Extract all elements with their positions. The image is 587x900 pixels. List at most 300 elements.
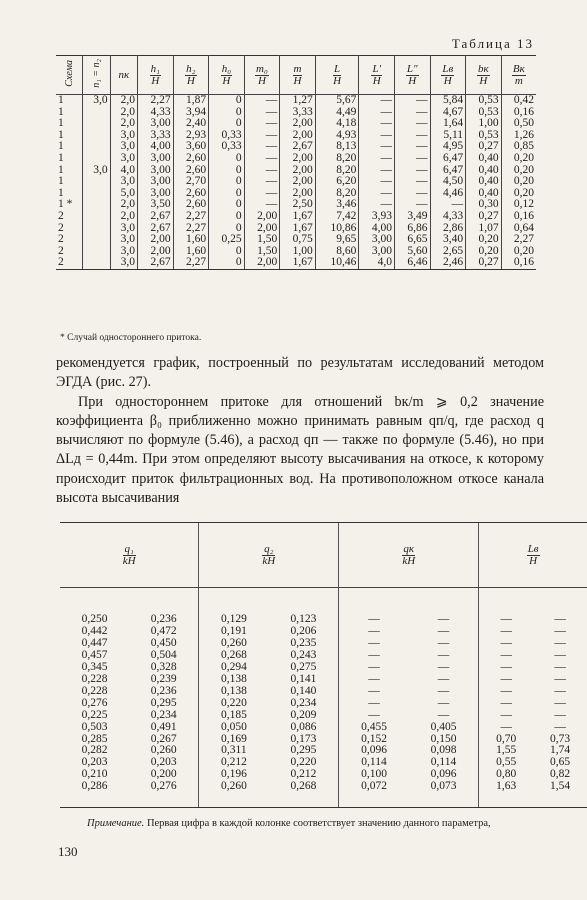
col-header: [430, 56, 466, 95]
table-cell: —: [359, 188, 395, 200]
table-cell: [83, 141, 110, 153]
table-cell: 3,33: [138, 130, 174, 142]
table-cell-group: [339, 781, 479, 807]
table-cell: 0,75: [280, 234, 316, 246]
table-cell: —: [244, 153, 280, 165]
table-cell: —: [394, 199, 430, 211]
fraction-numerator: q₁: [124, 542, 134, 555]
table-row: [56, 176, 536, 188]
table-cell: 7,42: [315, 211, 359, 223]
table-cell: 0,53: [466, 107, 502, 119]
table-cell: 3,40: [430, 234, 466, 246]
table-cell-group: [339, 722, 479, 734]
cell-pair: [199, 698, 338, 710]
col-header: [394, 56, 430, 95]
table-cell-group: [199, 650, 339, 662]
table-cell: 4,50: [430, 176, 466, 188]
table-cell: 2,50: [280, 199, 316, 211]
table-cell: 2,0: [110, 118, 137, 130]
fraction-numerator: Lв: [442, 62, 454, 75]
table-cell-group: [60, 588, 199, 626]
table-value: 0,250: [81, 613, 108, 625]
table-cell: 0: [209, 153, 245, 165]
table-cell: —: [244, 188, 280, 200]
table-cell: 4,0: [110, 165, 137, 177]
cell-pair: [199, 662, 338, 674]
table-value: 1,74: [550, 744, 571, 757]
table-cell: —: [359, 176, 395, 188]
table-value: 0,212: [221, 756, 247, 769]
table-cell-group: [60, 638, 199, 650]
table-cell: 0,20: [466, 246, 502, 258]
table-cell: 0: [209, 95, 245, 107]
table-row: [56, 153, 536, 165]
cell-pair: [479, 686, 587, 698]
table-value: 0,234: [150, 708, 177, 721]
table-value: —: [437, 660, 450, 673]
table-cell-group: [199, 588, 339, 626]
table-cell: 2,0: [110, 95, 137, 107]
paragraph-2: При одностороннем притоке для отношений bк/m ⩾ 0,2 значение коэффициента β₀ приближенно можно принимать равным qп/q, где расход q вычисляют по формуле (5.46), а расход qп — также по формуле (5.46), но при ΔLд = 0,44m. При этом определяют высоту высачивания на откосе, к которому происходит приток фильтрационных вод. На противоположном откосе канала высота высачивания: [56, 393, 544, 507]
table-cell: —: [394, 107, 430, 119]
table-cell: 2,60: [173, 199, 209, 211]
table-cell-group: [199, 734, 339, 746]
table-value: 0,260: [221, 636, 247, 649]
table-value: —: [437, 672, 450, 685]
table-cell: —: [430, 199, 466, 211]
cell-pair: [339, 686, 478, 698]
table-cell-group: [479, 686, 587, 698]
table-cell-group: [339, 626, 479, 638]
table-cell: 4,0: [359, 257, 395, 269]
table-value: 1,54: [550, 780, 571, 793]
table-value: —: [368, 708, 380, 721]
col-header: [60, 523, 199, 588]
table-cell-group: [339, 588, 479, 626]
cell-pair: [479, 650, 587, 662]
table-value: 0,234: [290, 696, 317, 709]
table-cell-group: [479, 662, 587, 674]
table-cell: 5,84: [430, 95, 466, 107]
table-cell-group: [339, 662, 479, 674]
table-row: [56, 234, 536, 246]
table-cell-group: [199, 781, 339, 807]
table-cell-group: [199, 662, 339, 674]
table-cell: —: [359, 130, 395, 142]
cell-pair: [479, 638, 587, 650]
table-cell: —: [244, 176, 280, 188]
table-cell: 0,20: [501, 246, 536, 258]
fraction-denominator: H: [443, 74, 452, 87]
table-value: 0,096: [361, 744, 387, 757]
cell-pair: [60, 745, 198, 757]
cell-pair: [339, 722, 478, 734]
table-cell: 1,67: [280, 257, 316, 269]
table-cell-group: [60, 722, 199, 734]
table-cell: —: [359, 153, 395, 165]
table-value: 0,311: [221, 744, 247, 757]
table-value: 0,345: [81, 660, 108, 673]
table-cell-group: [479, 638, 587, 650]
table-cell: 2,00: [244, 223, 280, 235]
cell-pair: [60, 734, 198, 746]
table-cell-group: [60, 662, 199, 674]
table-cell: 1: [58, 186, 64, 199]
table-cell: 2,00: [244, 211, 280, 223]
table-cell: 0: [209, 223, 245, 235]
table-value: —: [368, 660, 380, 673]
cell-pair: [479, 626, 587, 638]
table-cell: 2,0: [110, 107, 137, 119]
table-value: —: [554, 613, 566, 625]
table-cell-group: [60, 650, 199, 662]
table-cell-group: [60, 734, 199, 746]
table-value: 0,073: [430, 780, 457, 793]
table-cell: 3,00: [138, 176, 174, 188]
fraction-numerator: Lв: [527, 542, 539, 555]
cell-pair: [60, 614, 198, 626]
table-cell: 3,0: [110, 257, 137, 269]
table-value: 0,050: [221, 720, 247, 733]
table-cell: [83, 188, 110, 200]
table-cell: 3,49: [394, 211, 430, 223]
table-cell: 2: [58, 209, 64, 222]
table-cell: 0,12: [501, 199, 536, 211]
table-value: 0,295: [290, 744, 317, 757]
table-value: 0,138: [221, 672, 247, 685]
cell-pair: [60, 710, 198, 722]
col-header-fraction: [262, 544, 275, 567]
table-cell-group: [479, 781, 587, 807]
fraction-numerator: bк: [478, 62, 489, 75]
cell-pair: [60, 674, 198, 686]
table-cell-group: [479, 588, 587, 626]
table-cell: 1,67: [280, 211, 316, 223]
table-cell: 0,40: [466, 165, 502, 177]
table-value: 0,220: [290, 756, 317, 769]
table-value: 0,209: [290, 708, 317, 721]
table-cell: 2: [58, 221, 64, 234]
table-cell: 1,50: [244, 246, 280, 258]
note-text: Первая цифра в каждой колонке соответствует значению данного параметра,: [144, 818, 491, 829]
table-cell: [83, 257, 110, 269]
table-cell: 0: [209, 188, 245, 200]
table-cell: 1: [58, 105, 64, 118]
table-value: 0,169: [221, 732, 247, 745]
cell-pair: [60, 698, 198, 710]
table-value: —: [554, 660, 566, 673]
table-cell: 0: [209, 199, 245, 211]
cell-pair: [479, 674, 587, 686]
data-table-13: [56, 55, 536, 270]
table-value: 0,141: [290, 672, 317, 685]
table-value: —: [500, 672, 512, 685]
table-cell: 2,46: [430, 257, 466, 269]
table-cell: 1,26: [501, 130, 536, 142]
table-cell: —: [394, 176, 430, 188]
table-cell: —: [359, 199, 395, 211]
table-cell: 4,95: [430, 141, 466, 153]
table-cell: 2,00: [280, 176, 316, 188]
table-caption: Таблица 13: [451, 36, 534, 51]
table-value: 0,129: [221, 613, 247, 625]
table-cell: 0,30: [466, 199, 502, 211]
table-value: 0,138: [221, 684, 247, 697]
table-value: —: [368, 613, 380, 625]
table-value: —: [437, 636, 450, 649]
fraction-denominator: kH: [402, 554, 416, 567]
table-value: 0,268: [290, 780, 317, 793]
table-cell: 2,00: [280, 188, 316, 200]
table-cell: 0: [209, 176, 245, 188]
table-value: 0,260: [221, 780, 247, 793]
fraction-denominator: kH: [262, 554, 276, 567]
table-cell: —: [359, 95, 395, 107]
table-cell: 3,0: [110, 223, 137, 235]
cell-pair: [339, 662, 478, 674]
table-cell: 2,60: [173, 188, 209, 200]
table-cell: 0,50: [501, 118, 536, 130]
table-cell: 4,46: [430, 188, 466, 200]
col-header: [244, 56, 280, 95]
table-cell: —: [394, 153, 430, 165]
fraction-numerator: L': [372, 62, 381, 75]
table-value: 0,203: [81, 756, 108, 769]
table-cell: 1: [58, 175, 64, 188]
table-value: 0,098: [430, 744, 457, 757]
col-header-fraction: [255, 64, 269, 87]
table-cell: —: [359, 118, 395, 130]
table-value: 0,228: [81, 684, 108, 697]
fraction-denominator: H: [222, 74, 231, 87]
paragraph-1: рекомендуется график, построенный по результатам исследований методом ЭГДА (рис. 27).: [56, 355, 544, 391]
table-cell: 4,18: [315, 118, 359, 130]
table-value: 0,442: [81, 624, 108, 637]
table-value: —: [500, 648, 512, 661]
table-value: 0,328: [150, 660, 177, 673]
cell-pair: [479, 722, 587, 734]
fraction-denominator: H: [408, 74, 417, 87]
table-value: 0,286: [81, 780, 108, 793]
table-cell: 2,86: [430, 223, 466, 235]
table-footnote: * Случай одностороннего притока.: [60, 333, 202, 343]
table-cell: 4,00: [138, 141, 174, 153]
col-header-fraction: [185, 64, 196, 87]
table-cell-group: [199, 722, 339, 734]
table-cell-group: [479, 626, 587, 638]
table-cell: 0,27: [466, 257, 502, 269]
table-cell: 3,00: [138, 188, 174, 200]
table-cell: 5,60: [394, 246, 430, 258]
table-value: 0,225: [81, 708, 108, 721]
table-value: 0,196: [221, 768, 247, 781]
cell-pair: [339, 626, 478, 638]
table-cell-group: [339, 674, 479, 686]
col-header-fraction: [527, 544, 540, 567]
fraction-numerator: h₀: [221, 62, 232, 75]
table-cell: 0,20: [501, 153, 536, 165]
table-cell: [83, 176, 110, 188]
table-cell-group: [479, 769, 587, 781]
table-value: —: [368, 672, 380, 685]
cell-pair: [339, 710, 478, 722]
col-header: [339, 523, 479, 588]
table-cell-group: [199, 638, 339, 650]
table-cell: —: [394, 188, 430, 200]
table-value: —: [500, 684, 512, 697]
col-header-fraction: [293, 64, 303, 87]
cell-pair: [339, 638, 478, 650]
cell-pair: [339, 650, 478, 662]
table-cell: 2,00: [280, 153, 316, 165]
table-row: [60, 662, 587, 674]
table-cell-group: [199, 745, 339, 757]
table-cell: 2,60: [173, 165, 209, 177]
table-cell: —: [394, 141, 430, 153]
table-cell: 1: [58, 128, 64, 141]
table-value: —: [500, 624, 512, 637]
table-value: 0,140: [290, 684, 317, 697]
table-value: —: [437, 684, 450, 697]
table-row: [56, 95, 536, 107]
table-cell: [83, 130, 110, 142]
table-cell: 0,33: [209, 141, 245, 153]
table-cell: 0: [209, 165, 245, 177]
table-value: —: [437, 696, 450, 709]
table-cell: —: [359, 107, 395, 119]
table-value: 0,65: [550, 756, 571, 769]
table-cell: 3,00: [138, 165, 174, 177]
table-cell: 5,67: [315, 95, 359, 107]
table-value: 0,276: [81, 696, 108, 709]
cell-pair: [339, 674, 478, 686]
table-value: 0,212: [290, 768, 317, 781]
table-value: —: [554, 684, 566, 697]
table-cell: 1,50: [244, 234, 280, 246]
table-cell-group: [339, 650, 479, 662]
table-cell: 0,27: [466, 141, 502, 153]
table-cell: 1: [58, 151, 64, 164]
table-cell: 0: [209, 118, 245, 130]
table-cell: 2,27: [173, 223, 209, 235]
table-value: —: [554, 636, 566, 649]
table-value: 0,295: [150, 696, 177, 709]
table-cell-group: [199, 698, 339, 710]
table-value: 0,276: [150, 780, 177, 793]
table-value: 0,173: [290, 732, 317, 745]
table-value: 0,504: [150, 648, 177, 661]
table-cell: 3,00: [359, 234, 395, 246]
table-cell: 3,0: [83, 165, 110, 177]
table-cell: [83, 246, 110, 258]
cell-pair: [479, 698, 587, 710]
table-cell: 6,65: [394, 234, 430, 246]
cell-pair: [60, 662, 198, 674]
table-row: [60, 588, 587, 626]
table-row: [60, 698, 587, 710]
table-value: 0,210: [81, 768, 108, 781]
table-cell: 2,67: [138, 223, 174, 235]
col-header-fraction: [150, 64, 161, 87]
fraction-numerator: L: [334, 62, 341, 75]
table-cell-group: [60, 769, 199, 781]
table-value: —: [437, 613, 450, 625]
table-value: 0,200: [150, 768, 177, 781]
table-cell: [83, 223, 110, 235]
cell-pair: [339, 745, 478, 757]
table-cell: 2,40: [173, 118, 209, 130]
table-value: —: [437, 708, 450, 721]
table-cell: 0: [209, 107, 245, 119]
discharge-table: [60, 522, 587, 808]
table-cell-group: [60, 745, 199, 757]
table-cell: 0,20: [501, 188, 536, 200]
table-cell: 2,67: [138, 211, 174, 223]
table-cell: 1,27: [280, 95, 316, 107]
table-value: 0,114: [361, 756, 387, 769]
col-header: [479, 523, 587, 588]
col-header: [466, 56, 502, 95]
fraction-denominator: H: [333, 74, 342, 87]
table-cell: 0,27: [466, 211, 502, 223]
table-cell: 2: [58, 244, 64, 257]
table-cell: 3,33: [280, 107, 316, 119]
table-cell: 6,47: [430, 165, 466, 177]
table-value: 0,235: [290, 636, 317, 649]
table-cell: 3,00: [138, 153, 174, 165]
table-value: 0,275: [290, 660, 317, 673]
table-cell: —: [244, 95, 280, 107]
table-cell-group: [60, 626, 199, 638]
table-value: 0,236: [150, 613, 177, 625]
table-cell: 1,00: [466, 118, 502, 130]
table-cell: 2,67: [138, 257, 174, 269]
col-header: [199, 523, 339, 588]
table-cell: 1: [58, 94, 64, 106]
col-header-fraction: [402, 544, 415, 567]
table-cell: 2,27: [173, 211, 209, 223]
table-cell-group: [339, 745, 479, 757]
table-cell: —: [394, 95, 430, 107]
table-value: 0,203: [150, 756, 177, 769]
table-cell: 1,64: [430, 118, 466, 130]
col-header: [315, 56, 359, 95]
table-cell: [83, 107, 110, 119]
col-header-fraction: [406, 64, 419, 87]
cell-pair: [199, 722, 338, 734]
table-cell: 0,20: [501, 176, 536, 188]
cell-pair: [479, 781, 587, 793]
table-cell: 3,00: [138, 118, 174, 130]
table-cell-group: [60, 757, 199, 769]
table-cell: 4,33: [430, 211, 466, 223]
col-header-label: Схема: [63, 60, 75, 87]
table-cell-group: [339, 757, 479, 769]
table-cell: 2,27: [173, 257, 209, 269]
col-header: [501, 56, 536, 95]
cell-pair: [60, 781, 198, 793]
table-cell-group: [479, 710, 587, 722]
table-cell: 3,0: [110, 234, 137, 246]
fraction-denominator: H: [257, 74, 266, 87]
fraction-numerator: h₂: [186, 62, 196, 75]
table-cell: 0,40: [466, 153, 502, 165]
table-value: —: [500, 613, 512, 625]
table-cell: 6,47: [430, 153, 466, 165]
table-cell: 0,40: [466, 188, 502, 200]
cell-pair: [199, 710, 338, 722]
col-header: [83, 56, 110, 95]
